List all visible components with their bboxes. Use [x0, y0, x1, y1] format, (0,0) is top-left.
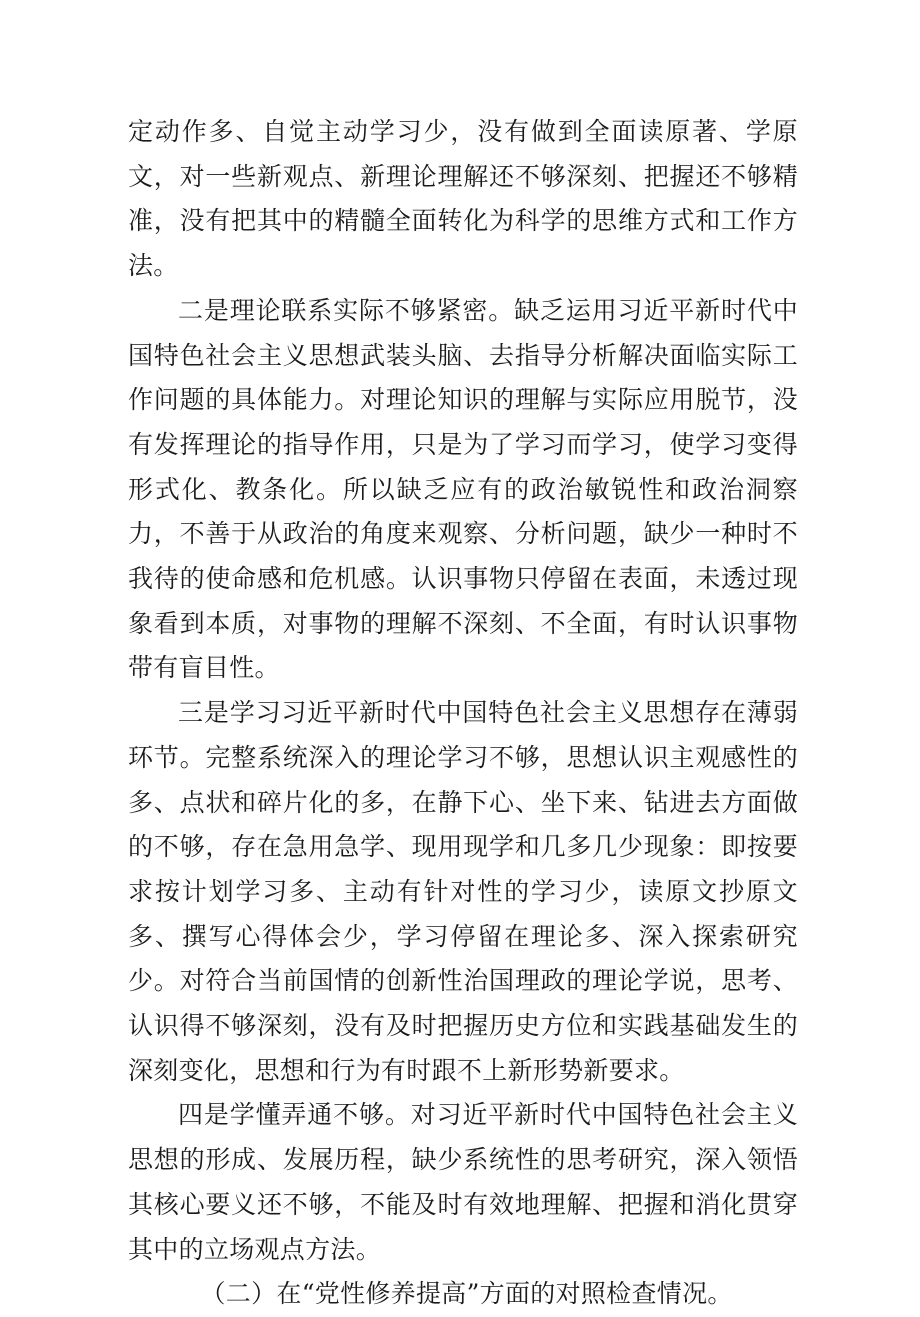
paragraph-point-three: 三是学习习近平新时代中国特色社会主义思想存在薄弱环节。完整系统深入的理论学习不够，思想认识主观感性的多、点状和碎片化的多，在静下心、坐下来、钻进去方面做的不够，存在急用急学、现用现学和几多几少现象：即按要求按计划学习多、主动有针对性的学习少，读原文抄原文多、撰写心得体会少，学习停留在理论多、深入探索研究少。对符合当前国情的创新性治国理政的理论学说，思考、认识得不够深刻，没有及时把握历史方位和实践基础发生的深刻变化，思想和行为有时跟不上新形势新要求。	[128, 698, 798, 1085]
section-heading: （二）在“党性修养提高”方面的对照检查情况。	[200, 1279, 733, 1309]
paragraph-point-four: 四是学懂弄通不够。对习近平新时代中国特色社会主义思想的形成、发展历程，缺少系统性的思考研究，深入领悟其核心要义还不够，不能及时有效地理解、把握和消化贯穿其中的立场观点方法。	[128, 1100, 798, 1264]
paragraph-point-two: 二是理论联系实际不够紧密。缺乏运用习近平新时代中国特色社会主义思想武装头脑、去指导分析解决面临实际工作问题的具体能力。对理论知识的理解与实际应用脱节，没有发挥理论的指导作用，只是为了学习而学习，使学习变得形式化、教条化。所以缺乏应有的政治敏锐性和政治洞察力，不善于从政治的角度来观察、分析问题，缺少一种时不我待的使命感和危机感。认识事物只停留在表面，未透过现象看到本质，对事物的理解不深刻、不全面，有时认识事物带有盲目性。	[128, 295, 798, 683]
paragraph-continuation: 定动作多、自觉主动学习少，没有做到全面读原著、学原文，对一些新观点、新理论理解还不够深刻、把握还不够精准，没有把其中的精髓全面转化为科学的思维方式和工作方法。	[128, 117, 798, 281]
document-body	[128, 110, 798, 1317]
